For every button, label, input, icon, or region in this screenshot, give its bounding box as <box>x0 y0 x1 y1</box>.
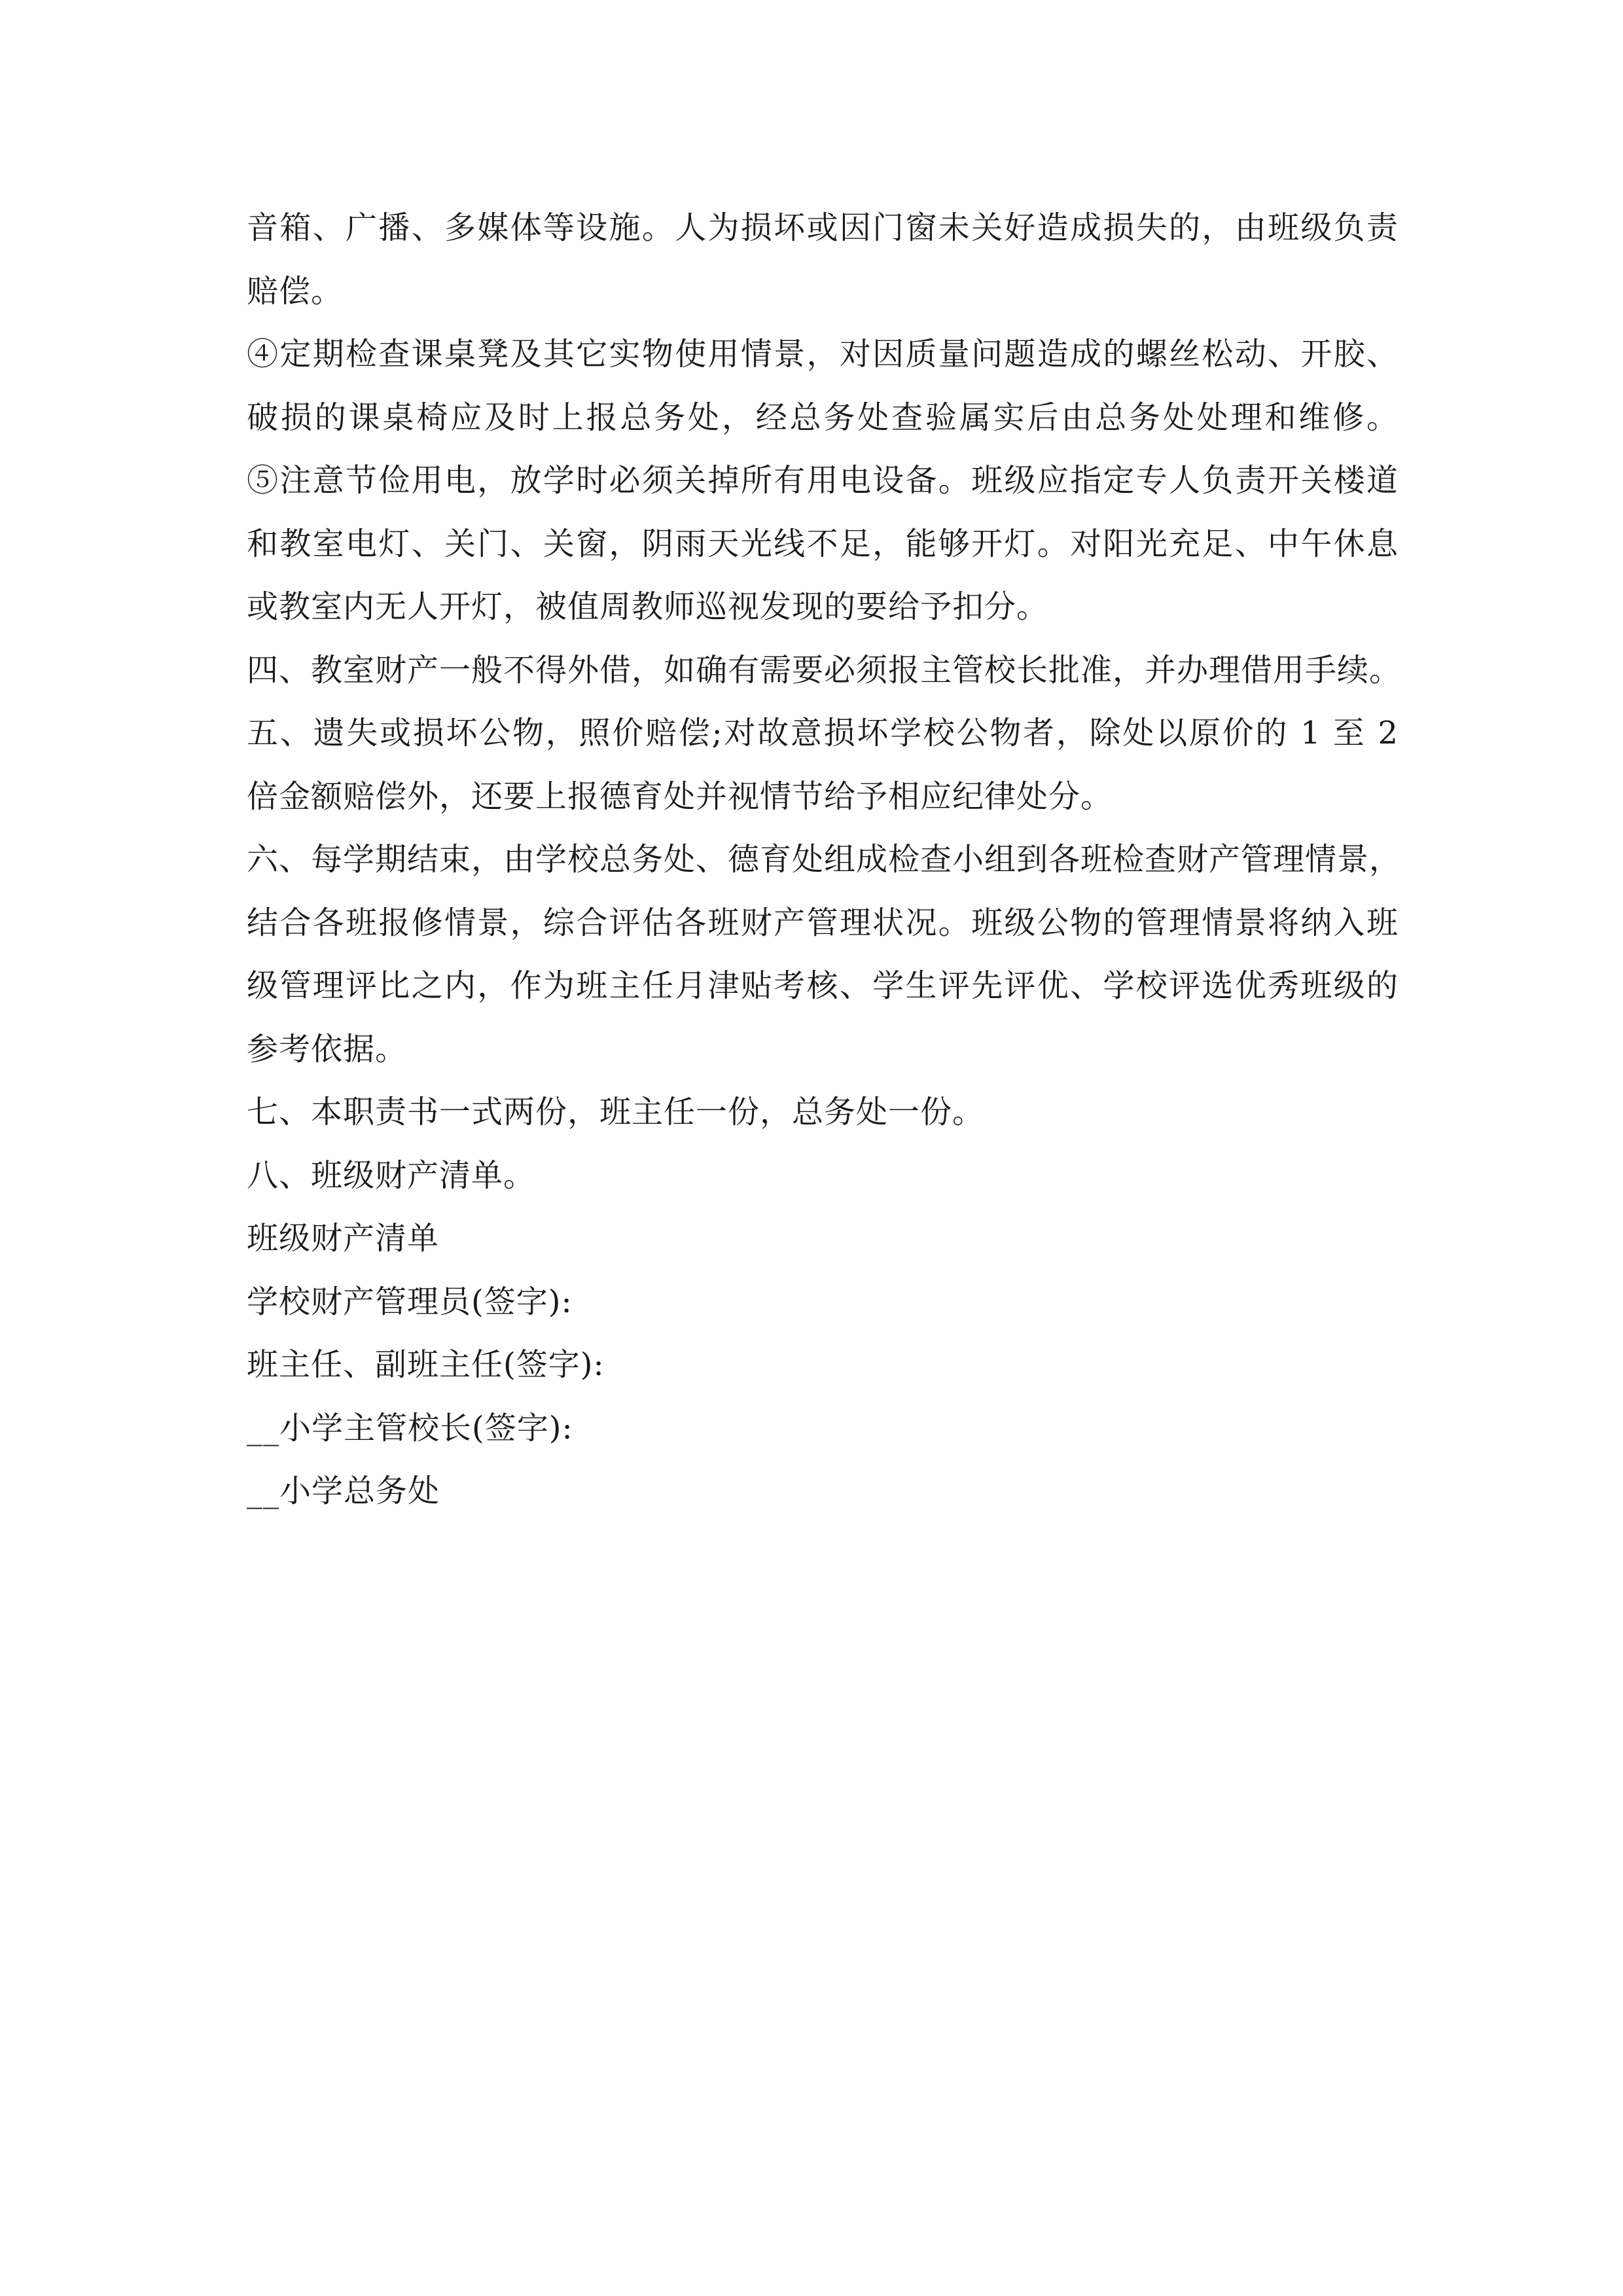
paragraph-line: 七、本职责书一式两份，班主任一份，总务处一份。 <box>247 1094 985 1130</box>
paragraph-line: 倍金额赔偿外，还要上报德育处并视情节给予相应纪律处分。 <box>247 778 1113 815</box>
paragraph-line: 音箱、广播、多媒体等设施。人为损坏或因门窗未关好造成损失的，由班级负责 <box>247 209 1399 246</box>
paragraph-line: 结合各班报修情景，综合评估各班财产管理状况。班级公物的管理情景将纳入班 <box>247 904 1399 941</box>
signature-line-class-teacher: 班主任、副班主任(签字): <box>247 1346 605 1383</box>
list-title: 班级财产清单 <box>247 1220 440 1257</box>
paragraph-line: ④定期检查课桌凳及其它实物使用情景，对因质量问题造成的螺丝松动、开胶、 <box>247 336 1399 372</box>
paragraph-line: 破损的课桌椅应及时上报总务处，经总务处查验属实后由总务处处理和维修。 <box>247 399 1399 436</box>
signature-line-general-affairs: __小学总务处 <box>247 1473 440 1509</box>
paragraph-line: 四、教室财产一般不得外借，如确有需要必须报主管校长批准，并办理借用手续。 <box>247 651 1402 689</box>
paragraph-line: 八、班级财产清单。 <box>247 1157 536 1194</box>
paragraph-line: 和教室电灯、关门、关窗，阴雨天光线不足，能够开灯。对阳光充足、中午休息 <box>247 525 1399 562</box>
paragraph-line: 五、遗失或损坏公物，照价赔偿;对故意损坏学校公物者，除处以原价的 1 至 2 <box>247 715 1399 751</box>
paragraph-line: 六、每学期结束，由学校总务处、德育处组成检查小组到各班检查财产管理情景， <box>247 841 1402 878</box>
signature-line-principal: __小学主管校长(签字): <box>247 1409 573 1446</box>
paragraph-line: 或教室内无人开灯，被值周教师巡视发现的要给予扣分。 <box>247 588 1049 625</box>
document-body <box>247 196 1402 1523</box>
paragraph-line: 赔偿。 <box>247 272 344 310</box>
paragraph-line: 级管理评比之内，作为班主任月津贴考核、学生评先评优、学校评选优秀班级的 <box>247 967 1399 1004</box>
paragraph-line: 参考依据。 <box>247 1030 408 1067</box>
signature-line-property-manager: 学校财产管理员(签字): <box>247 1283 573 1320</box>
paragraph-line: ⑤注意节俭用电，放学时必须关掉所有用电设备。班级应指定专人负责开关楼道 <box>247 462 1399 499</box>
